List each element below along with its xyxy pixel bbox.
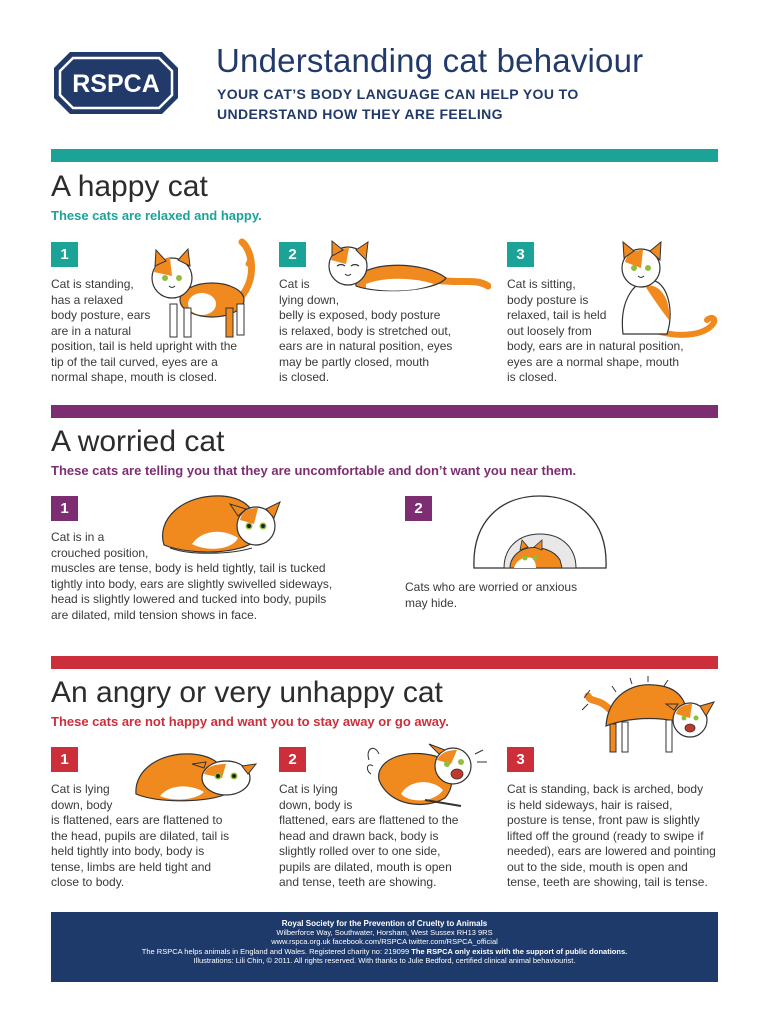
number-badge: 1 xyxy=(51,747,78,772)
description-angry-2: Cat is lying down, body is flattened, ears are flattened to the head and drawn back, body is slightly rolled over to one side, pupils are dilated, mouth is open and tense, teeth are showing. xyxy=(279,782,459,889)
number-badge: 2 xyxy=(279,747,306,772)
section-title-worried: A worried cat xyxy=(51,425,225,458)
section-divider-worried xyxy=(51,405,718,418)
number-badge: 3 xyxy=(507,747,534,772)
number-badge: 1 xyxy=(51,496,78,521)
hiding-cat-illustration xyxy=(470,492,610,572)
section-title-happy: A happy cat xyxy=(51,170,208,203)
number-badge: 3 xyxy=(507,242,534,267)
footer-links: www.rspca.org.uk facebook.com/RSPCA twitter.com/RSPCA_official xyxy=(271,937,498,947)
footer xyxy=(51,912,718,982)
description-happy-1: Cat is standing, has a relaxed body posture, ears are in a natural position, tail is held upright with the tip of the tail curved, eyes are a normal shape, mouth is closed. xyxy=(51,277,238,384)
page-subtitle: YOUR CAT’S BODY LANGUAGE CAN HELP YOU TO UNDERSTAND HOW THEY ARE FEELING xyxy=(217,86,579,122)
section-divider-happy xyxy=(51,149,718,162)
description-worried-1: Cat is in a crouched position, muscles are tense, body is held tightly, tail is tucked tightly into body, ears are slightly swivelled sideways, head is slightly lowered and tucked into body, pupils are dilated, mild tension shows in face. xyxy=(51,530,333,622)
description-worried-2: Cats who are worried or anxious may hide. xyxy=(405,580,578,610)
description-angry-3: Cat is standing, back is arched, body is held sideways, hair is raised, posture is tense, front paw is slightly lifted off the ground (ready to swipe if needed), ears are lowered and pointing out to the side, mouth is open and tense, teeth are showing, tail is tense. xyxy=(507,782,716,889)
arched-angry-cat-illustration xyxy=(582,676,718,756)
section-title-angry: An angry or very unhappy cat xyxy=(51,676,443,709)
footer-charity-info: The RSPCA helps animals in England and Wales. Registered charity no: 219099 The RSPCA only exists with the support of public donations. xyxy=(141,946,628,956)
section-subtitle-angry: These cats are not happy and want you to stay away or go away. xyxy=(51,714,449,729)
section-divider-angry xyxy=(51,656,718,669)
description-happy-3: Cat is sitting, body posture is relaxed, tail is held out loosely from body, ears are in natural position, eyes are a normal shape, mouth is closed. xyxy=(507,277,684,384)
description-happy-2: Cat is lying down, belly is exposed, body posture is relaxed, body is stretched out, ears are in natural position, eyes may be partly closed, mouth is closed. xyxy=(279,277,453,384)
number-badge: 2 xyxy=(279,242,306,267)
page-title: Understanding cat behaviour xyxy=(216,42,644,79)
rspca-logo xyxy=(52,50,180,116)
number-badge: 1 xyxy=(51,242,78,267)
section-subtitle-happy: These cats are relaxed and happy. xyxy=(51,208,262,223)
footer-credits: Illustrations: Lili Chin, © 2011. All rights reserved. With thanks to Julie Bedford, certified clinical animal behaviourist. xyxy=(193,955,576,965)
svg-text:RSPCA: RSPCA xyxy=(72,70,160,98)
footer-organisation: Royal Society for the Prevention of Cruelty to Animals xyxy=(281,919,488,928)
footer-address: Wilberforce Way, Southwater, Horsham, West Sussex RH13 9RS xyxy=(276,928,493,938)
section-subtitle-worried: These cats are telling you that they are uncomfortable and don’t want you near them. xyxy=(51,463,577,478)
description-angry-1: Cat is lying down, body is flattened, ears are flattened to the head, pupils are dilated, tail is held tightly into body, body is tense, limbs are held tight and close to body. xyxy=(51,782,230,889)
number-badge: 2 xyxy=(405,496,432,521)
